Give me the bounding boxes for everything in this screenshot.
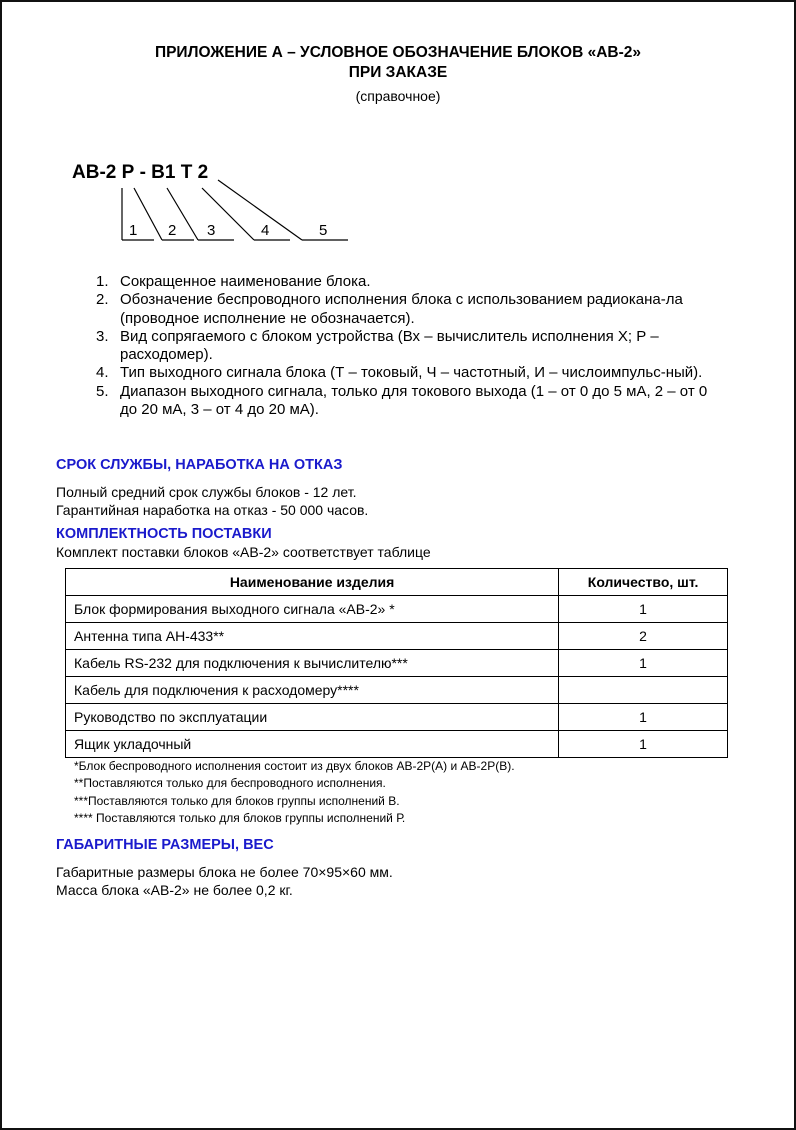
- diagram-line-2: [134, 188, 162, 240]
- service-line-1: Полный средний срок службы блоков - 12 лет.: [56, 484, 357, 500]
- designation-diagram: [2, 2, 794, 262]
- item-number: 3.: [96, 327, 109, 345]
- description-item: [96, 364, 716, 382]
- dimensions-line-1: Габаритные размеры блока не более 70×95×60 мм.: [56, 864, 393, 880]
- item-text: Обозначение беспроводного исполнения блока с использованием радиокана-ла (проводное исполнение не обозначается).: [120, 291, 683, 327]
- description-item: [96, 273, 716, 291]
- supply-intro: Комплект поставки блоков «АВ-2» соответствует таблице: [56, 544, 431, 560]
- designation-code: АВ-2 Р - В1 Т 2: [72, 162, 209, 183]
- item-number: 2.: [96, 291, 109, 309]
- cell-qty: 1: [559, 650, 728, 677]
- service-line-2: Гарантийная наработка на отказ - 50 000 часов.: [56, 501, 369, 518]
- designation-descriptions: [96, 273, 716, 419]
- cell-qty: 1: [559, 596, 728, 623]
- cell-name: Кабель RS-232 для подключения к вычислителю***: [66, 650, 559, 677]
- column-header-name: Наименование изделия: [66, 569, 559, 596]
- footnote: **Поставляются только для беспроводного исполнения.: [74, 776, 386, 791]
- footnote: *Блок беспроводного исполнения состоит из двух блоков АВ-2Р(А) и АВ-2Р(В).: [74, 759, 515, 773]
- diagram-label-4: 4: [261, 222, 270, 239]
- diagram-label-1: 1: [129, 222, 138, 239]
- section-title-supply: КОМПЛЕКТНОСТЬ ПОСТАВКИ: [56, 526, 272, 542]
- cell-qty: [559, 677, 728, 704]
- section-title-service: СРОК СЛУЖБЫ, НАРАБОТКА НА ОТКАЗ: [56, 457, 343, 473]
- table-footnotes: [74, 758, 515, 828]
- item-number: 5.: [96, 382, 109, 400]
- description-item: [96, 291, 716, 328]
- diagram-label-3: 3: [207, 222, 216, 239]
- title-line-1: ПРИЛОЖЕНИЕ А – УСЛОВНОЕ ОБОЗНАЧЕНИЕ БЛОКОВ «АВ-2»: [154, 44, 642, 61]
- table-row: [66, 650, 728, 677]
- diagram-label-5: 5: [319, 222, 328, 239]
- cell-name: Руководство по эксплуатации: [66, 704, 559, 731]
- section-title-dimensions: ГАБАРИТНЫЕ РАЗМЕРЫ, ВЕС: [56, 837, 274, 853]
- cell-name: Ящик укладочный: [66, 731, 559, 758]
- table-row: [66, 731, 728, 758]
- service-text: [56, 484, 368, 519]
- cell-name: Блок формирования выходного сигнала «АВ-2» *: [66, 596, 559, 623]
- table-row: [66, 596, 728, 623]
- cell-name: Антенна типа АН-433**: [66, 623, 559, 650]
- footnote: ***Поставляются только для блоков группы исполнений В.: [74, 793, 400, 808]
- item-number: 1.: [96, 273, 109, 290]
- item-text: Сокращенное наименование блока.: [120, 273, 371, 290]
- table-header-row: [66, 569, 728, 596]
- dimensions-line-2: Масса блока «АВ-2» не более 0,2 кг.: [56, 881, 293, 898]
- item-text: Вид сопрягаемого с блоком устройства (Вх – вычислитель исполнения Х; Р – расходомер).: [120, 327, 659, 364]
- dimensions-text: [56, 864, 393, 899]
- table-row: [66, 704, 728, 731]
- supply-table: [65, 568, 728, 758]
- table-row: [66, 623, 728, 650]
- column-header-qty: Количество, шт.: [559, 569, 728, 596]
- item-number: 4.: [96, 364, 109, 382]
- footnote: **** Поставляются только для блоков группы исполнений Р.: [74, 811, 406, 826]
- cell-qty: 1: [559, 704, 728, 731]
- cell-name: Кабель для подключения к расходомеру****: [66, 677, 559, 704]
- item-text: Диапазон выходного сигнала, только для токового выхода (1 – от 0 до 5 мА, 2 – от 0 до 20 мА, 3 – от 4 до 20 мА).: [120, 382, 708, 419]
- cell-qty: 1: [559, 731, 728, 758]
- diagram-label-2: 2: [168, 222, 177, 239]
- diagram-line-5: [218, 180, 302, 240]
- table-row: [66, 677, 728, 704]
- page-subtitle: (справочное): [355, 88, 441, 104]
- description-item: [96, 383, 716, 420]
- item-text: Тип выходного сигнала блока (Т – токовый, Ч – частотный, И – числоимпульс-ный).: [120, 364, 703, 382]
- title-line-2: ПРИ ЗАКАЗЕ: [348, 64, 448, 81]
- cell-qty: 2: [559, 623, 728, 650]
- description-item: [96, 328, 716, 365]
